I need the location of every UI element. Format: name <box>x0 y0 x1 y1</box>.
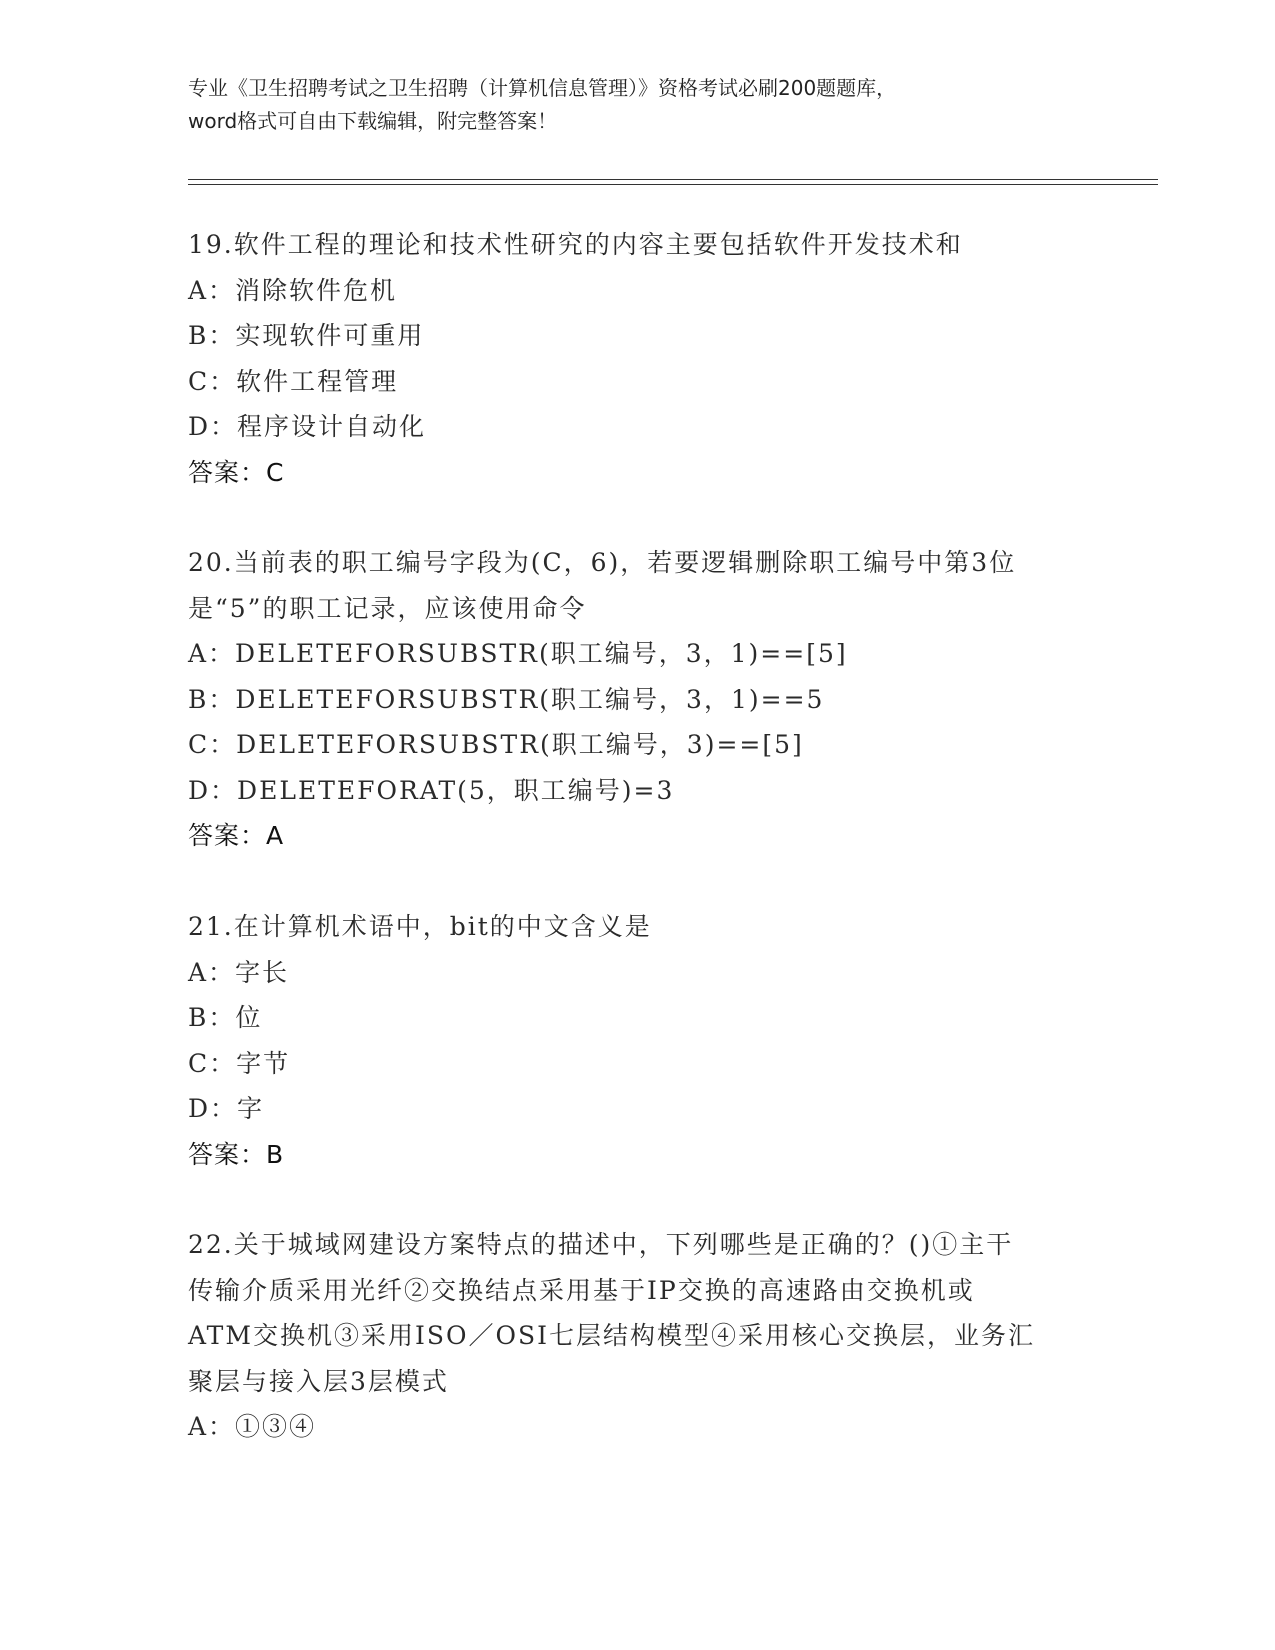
question-stem: 是“5”的职工记录，应该使用命令 <box>188 593 587 623</box>
document-header <box>188 72 1088 138</box>
question-stem: 21.在计算机术语中，bit的中文含义是 <box>188 912 652 941</box>
question-stem: 聚层与接入层3层模式 <box>188 1366 449 1396</box>
option-a: A：字长 <box>188 957 290 987</box>
question-stem: 传输介质采用光纤②交换结点采用基于IP交换的高速路由交换机或 <box>188 1275 975 1305</box>
option-a: A：消除软件危机 <box>188 275 398 305</box>
answer: 答案：A <box>188 821 285 850</box>
option-c: C：DELETEFORSUBSTR(职工编号，3)==[5] <box>188 730 804 759</box>
option-d: D：程序设计自动化 <box>188 412 427 441</box>
question-22 <box>188 1222 1088 1450</box>
option-d: D：字 <box>188 1094 265 1123</box>
question-20 <box>188 540 1088 859</box>
option-d: D：DELETEFORAT(5，职工编号)=3 <box>188 775 675 805</box>
header-line-1: 专业《卫生招聘考试之卫生招聘（计算机信息管理）》资格考试必刷200题题库， <box>188 76 897 100</box>
question-stem: 19.软件工程的理论和技术性研究的内容主要包括软件开发技术和 <box>188 230 963 259</box>
option-a: A：①③④ <box>188 1412 317 1441</box>
header-divider-bottom <box>188 184 1158 185</box>
answer: 答案：B <box>188 1139 285 1169</box>
question-stem: 22.关于城域网建设方案特点的描述中，下列哪些是正确的？()①主干 <box>188 1230 1014 1259</box>
option-b: B：位 <box>188 1003 263 1032</box>
option-c: C：软件工程管理 <box>188 366 399 396</box>
option-a: A：DELETEFORSUBSTR(职工编号，3，1)==[5] <box>188 639 848 668</box>
answer: 答案：C <box>188 457 285 487</box>
question-stem: 20.当前表的职工编号字段为(C，6)，若要逻辑删除职工编号中第3位 <box>188 548 1017 577</box>
option-b: B：实现软件可重用 <box>188 321 425 350</box>
question-21 <box>188 904 1088 1177</box>
question-stem: ATM交换机③采用ISO／OSI七层结构模型④采用核心交换层，业务汇 <box>188 1321 1035 1350</box>
option-c: C：字节 <box>188 1048 291 1078</box>
question-19 <box>188 222 1088 495</box>
option-b: B：DELETEFORSUBSTR(职工编号，3，1)==5 <box>188 684 825 714</box>
header-divider-top <box>188 179 1158 180</box>
header-line-2: word格式可自由下载编辑，附完整答案！ <box>188 109 558 133</box>
